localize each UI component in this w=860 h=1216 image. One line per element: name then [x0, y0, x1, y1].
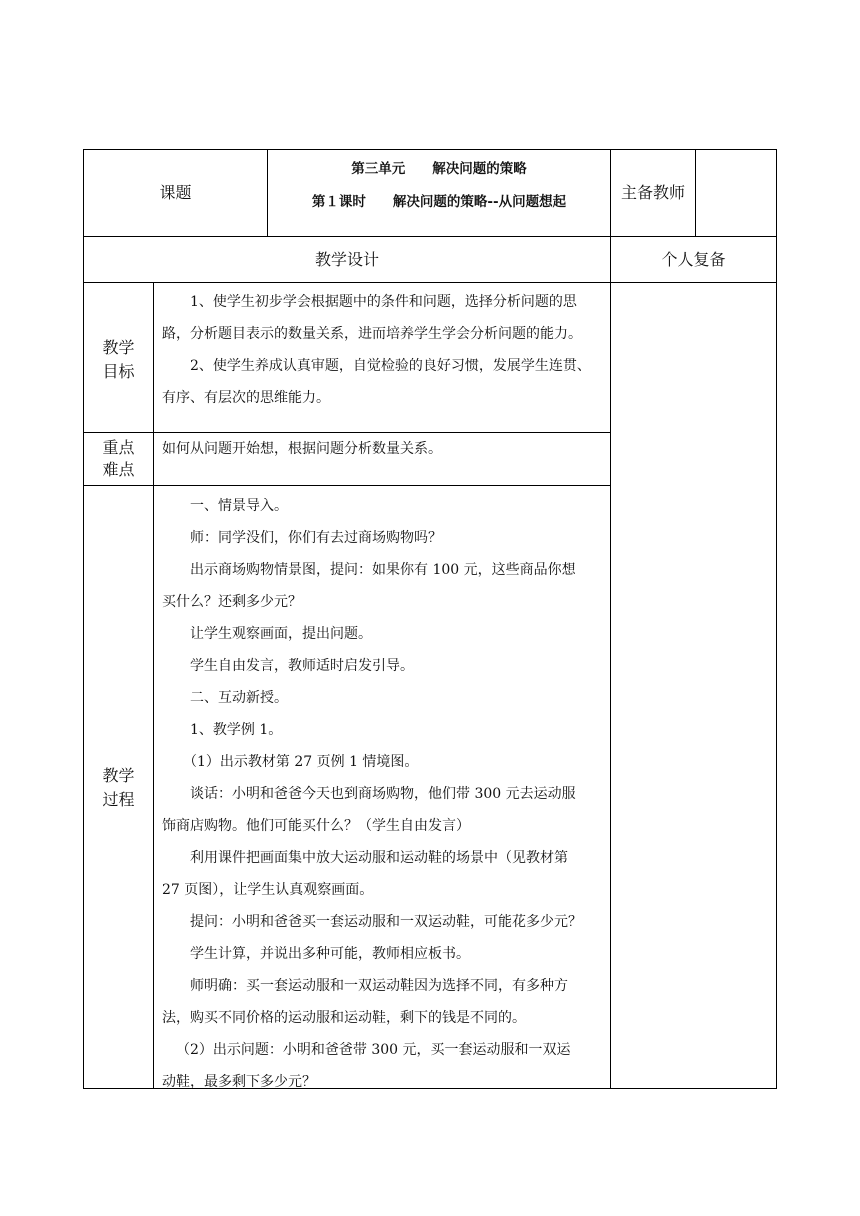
process-line: 让学生观察画面，提出问题。: [190, 626, 372, 642]
lesson-title: 第１课时 解决问题的策略--从问题想起: [311, 194, 567, 210]
process-line: 饰商店购物。他们可能买什么？（学生自由发言）: [162, 818, 470, 834]
keypoints-label-line2: 难点: [102, 460, 135, 479]
objectives-line: 2、使学生养成认真审题，自觉检验的良好习惯，发展学生连贯、: [190, 358, 591, 374]
process-line: 买什么？还剩多少元？: [162, 594, 302, 610]
objectives-line: 1、使学生初步学会根据题中的条件和问题，选择分析问题的思: [190, 294, 577, 310]
process-line: 法，购买不同价格的运动服和运动鞋，剩下的钱是不同的。: [162, 1010, 526, 1026]
process-line: 学生自由发言，教师适时启发引导。: [190, 658, 414, 674]
objectives-text: [162, 286, 607, 414]
process-label-line2: 过程: [102, 790, 135, 809]
unit-title: 第三单元 解决问题的策略: [351, 161, 527, 177]
process-line: 一、情景导入。: [190, 498, 288, 514]
objectives-label: [84, 336, 153, 384]
process-line: 提问：小明和爸爸买一套运动服和一双运动鞋，可能花多少元？: [190, 914, 582, 930]
table-rule-objectives: [83, 432, 611, 433]
table-border-left: [83, 149, 84, 1089]
table-border-right: [776, 149, 777, 1089]
process-label-line1: 教学: [102, 766, 135, 785]
prep-label: 个人复备: [661, 250, 726, 269]
process-line: 师明确：买一套运动服和一双运动鞋因为选择不同，有多种方: [190, 978, 568, 994]
table-border-top: [83, 149, 777, 150]
keypoints-label-line1: 重点: [102, 438, 135, 457]
table-rule-keypoints: [83, 485, 611, 486]
process-line: 学生计算，并说出多种可能，教师相应板书。: [190, 946, 470, 962]
process-line: （1）出示教材第 27 页例 1 情境图。: [183, 754, 419, 770]
process-label: [84, 764, 153, 812]
table-rule-header: [83, 236, 777, 237]
objectives-line: 路，分析题目表示的数量关系，进而培养学生学会分析问题的能力。: [162, 326, 582, 342]
table-col-label: [153, 282, 154, 1089]
process-text: [162, 490, 607, 1098]
process-line: （2）出示问题：小明和爸爸带 300 元，买一套运动服和一双运: [176, 1042, 571, 1058]
process-line: 利用课件把画面集中放大运动服和运动鞋的场景中（见教材第: [190, 850, 568, 866]
keypoints-text: 如何从问题开始想，根据问题分析数量关系。: [162, 441, 442, 457]
process-line: 师：同学没们，你们有去过商场购物吗？: [190, 530, 442, 546]
process-line: 谈话：小明和爸爸今天也到商场购物，他们带 300 元去运动服: [190, 786, 576, 802]
objectives-label-line2: 目标: [102, 362, 135, 381]
table-col-teacher: [610, 149, 611, 1089]
process-line: 出示商场购物情景图，提问：如果你有 100 元，这些商品你想: [190, 562, 576, 578]
process-line: 27 页图），让学生认真观察画面。: [162, 882, 374, 898]
objectives-label-line1: 教学: [102, 338, 135, 357]
design-label: 教学设计: [314, 250, 379, 269]
table-rule-subheader: [83, 282, 777, 283]
process-line: 二、互动新授。: [190, 690, 288, 706]
table-col-teacher-value: [695, 149, 696, 237]
objectives-line: 有序、有层次的思维能力。: [162, 390, 330, 406]
process-line: 动鞋，最多剩下多少元？: [162, 1074, 316, 1090]
teacher-label: 主备教师: [620, 183, 685, 202]
process-line: 1、教学例 1。: [190, 722, 283, 738]
keypoints-label: [84, 437, 153, 481]
topic-label: 课题: [159, 183, 192, 202]
